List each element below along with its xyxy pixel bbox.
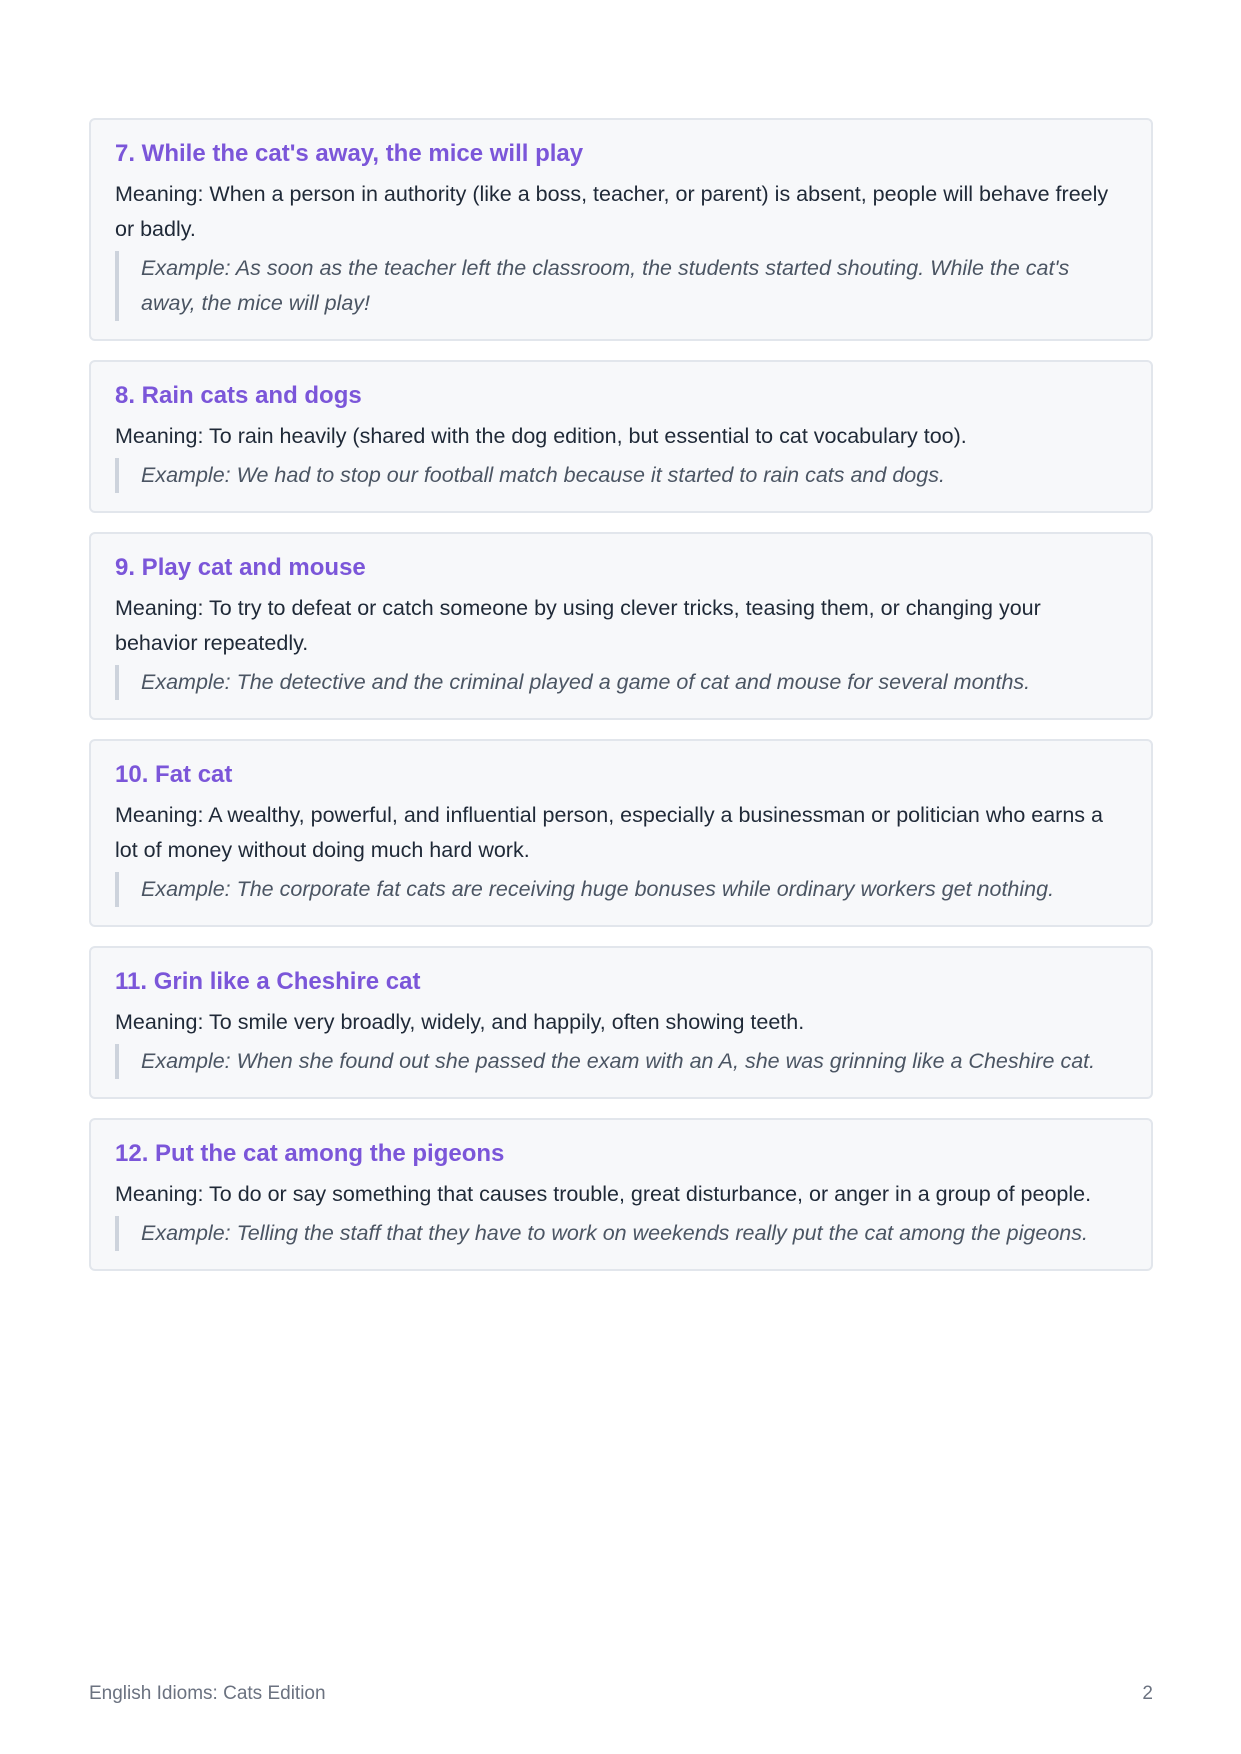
idiom-example: Example: We had to stop our football match because it started to rain cats and dogs. — [115, 458, 1127, 493]
idiom-title: 7. While the cat's away, the mice will play — [115, 140, 584, 167]
idiom-card — [89, 946, 1153, 1099]
idiom-title: 8. Rain cats and dogs — [115, 382, 362, 409]
idiom-meaning: Meaning: To try to defeat or catch someone by using clever tricks, teasing them, or changing your behavior repeatedly. — [115, 596, 1041, 655]
idiom-example: Example: When she found out she passed the exam with an A, she was grinning like a Cheshire cat. — [115, 1044, 1127, 1079]
idiom-example: Example: Telling the staff that they have to work on weekends really put the cat among the pigeons. — [115, 1216, 1127, 1251]
page-number: 2 — [1142, 1683, 1153, 1704]
idiom-title: 12. Put the cat among the pigeons — [115, 1140, 505, 1167]
idiom-example: Example: The detective and the criminal played a game of cat and mouse for several months. — [115, 665, 1127, 700]
idiom-meaning: Meaning: To rain heavily (shared with the dog edition, but essential to cat vocabulary too). — [115, 424, 967, 448]
idiom-title: 11. Grin like a Cheshire cat — [115, 968, 421, 995]
idiom-card — [89, 532, 1153, 720]
idiom-card — [89, 360, 1153, 513]
idiom-example: Example: The corporate fat cats are receiving huge bonuses while ordinary workers get nothing. — [115, 872, 1127, 907]
idiom-card — [89, 118, 1153, 341]
footer-title: English Idioms: Cats Edition — [89, 1683, 326, 1704]
idiom-meaning: Meaning: When a person in authority (like a boss, teacher, or parent) is absent, people will behave freely or badly. — [115, 182, 1109, 241]
idiom-card — [89, 1118, 1153, 1271]
idiom-meaning: Meaning: A wealthy, powerful, and influential person, especially a businessman or politician who earns a lot of money without doing much hard work. — [115, 803, 1103, 862]
idiom-title: 9. Play cat and mouse — [115, 554, 366, 581]
idiom-example: Example: As soon as the teacher left the classroom, the students started shouting. While the cat's away, the mice will play! — [115, 251, 1127, 321]
idiom-meaning: Meaning: To do or say something that causes trouble, great disturbance, or anger in a group of people. — [115, 1182, 1092, 1206]
idiom-list — [89, 118, 1153, 1290]
idiom-title: 10. Fat cat — [115, 761, 233, 788]
idiom-meaning: Meaning: To smile very broadly, widely, and happily, often showing teeth. — [115, 1010, 805, 1034]
idiom-card — [89, 739, 1153, 927]
